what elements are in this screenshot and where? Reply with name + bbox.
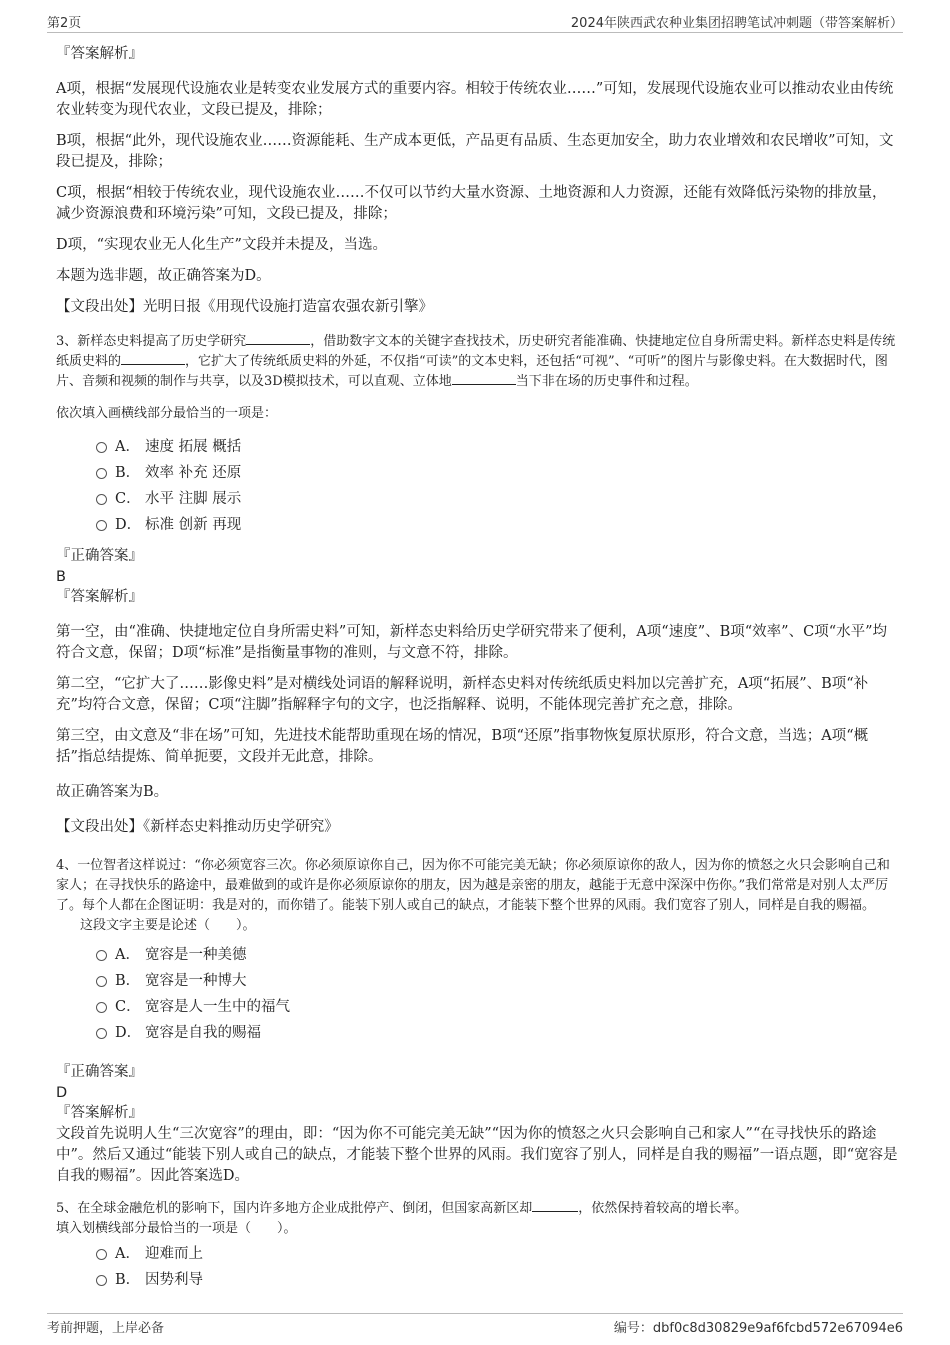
analysis-text: 文段首先说明人生“三次宽容”的理由，即：“因为你不可能完美无缺”“因为你的愤怒之火只会影响自己和家人”“在寻找快乐的路途中”。然后又通过“能装下别人或自己的缺点，才能装下整个世界的风雨。我们宽容了别人，同样是自我的赐福”一语点题，即“宽容是自我的赐福”。因此答案选D。 — [56, 1126, 898, 1184]
analysis-option-b: B项，根据“此外，现代设施农业……资源能耗、生产成本更低，产品更有品质、生态更加安全，助力农业增效和农民增收”可知，文段已提及，排除； — [56, 133, 894, 170]
option-c[interactable]: C． 水平 注脚 展示 — [96, 486, 898, 512]
correct-answer: D — [56, 1085, 68, 1101]
option-b[interactable]: B． 效率 补充 还原 — [96, 460, 898, 486]
source-citation: 【文段出处】《新样态史料推动历史学研究》 — [56, 819, 339, 835]
analysis-blank-2: 第二空，“它扩大了……影像史料”是对横线处词语的解释说明，新样态史料对传统纸质史料加以完善扩充，A项“拓展”、B项“补充”均符合文意，保留；C项“注脚”指解释字句的文字，也泛指解释、说明，不能体现完善扩充之意，排除。 — [56, 676, 869, 713]
option-a[interactable]: A． 宽容是一种美德 — [96, 942, 898, 968]
analysis-blank-1: 第一空，由“准确、快捷地定位自身所需史料”可知，新样态史料给历史学研究带来了便利，A项“速度”、B项“效率”、C项“水平”均符合文意，保留；D项“标准”是指衡量事物的准则，与文意不符，排除。 — [56, 624, 888, 661]
option-c[interactable]: C． 宽容是人一生中的福气 — [96, 994, 898, 1020]
option-a[interactable]: A． 速度 拓展 概括 — [96, 434, 898, 460]
question-4-options — [96, 942, 898, 1046]
option-a[interactable]: A． 迎难而上 — [96, 1241, 898, 1267]
analysis-option-d: D项，“实现农业无人化生产”文段并未提及，当选。 — [56, 237, 387, 253]
page-header — [47, 12, 903, 33]
footer-slogan: 考前押题，上岸必备 — [47, 1321, 165, 1336]
radio-button[interactable] — [96, 520, 107, 531]
analysis-option-a: A项，根据“发展现代设施农业是转变农业发展方式的重要内容。相较于传统农业……”可知，发展现代设施农业可以推动农业由传统农业转变为现代农业，文段已提及，排除； — [56, 81, 894, 118]
page-number: 第2页 — [47, 16, 82, 31]
document-title: 2024年陕西武农种业集团招聘笔试冲刺题（带答案解析） — [570, 16, 903, 31]
option-b[interactable]: B． 因势利导 — [96, 1267, 898, 1293]
blank-line — [532, 1199, 578, 1212]
analysis-label: 『答案解析』 — [56, 589, 143, 605]
question-5-text: 5、在全球金融危机的影响下，国内许多地方企业成批停产、倒闭，但国家高新区却 ，依然保持着较高的增长率。 — [56, 1201, 748, 1216]
document-body — [56, 44, 898, 1301]
page-footer — [47, 1313, 903, 1336]
analysis-label: 『答案解析』 — [56, 1105, 143, 1121]
option-d[interactable]: D． 宽容是自我的赐福 — [96, 1020, 898, 1046]
analysis-conclusion: 故正确答案为B。 — [56, 784, 169, 800]
question-3-options — [96, 434, 898, 538]
radio-button[interactable] — [96, 442, 107, 453]
radio-button[interactable] — [96, 976, 107, 987]
question-5-options — [96, 1241, 898, 1293]
radio-button[interactable] — [96, 1002, 107, 1013]
question-3-text: 3、新样态史料提高了历史学研究 ，借助数字文本的关键字查找技术，历史研究者能准确、快捷地定位自身所需史料。新样态史料是传统纸质史料的 ，它扩大了传统纸质史料的外延，不仅指“可读”的文本史料，还包括“可视”、“可听”的图片与影像史料。在大数据时代，图片、音频和视频的制作与共享，以及3D模拟技术，可以直观、立体地 当下非在场的历史事件和过程。 — [56, 334, 896, 389]
correct-answer: B — [56, 569, 66, 585]
question-4-prompt: 这段文字主要是论述（ ）。 — [80, 918, 256, 933]
question-4-text: 4、一位智者这样说过：“你必须宽容三次。你必须原谅你自己，因为你不可能完美无缺；你必须原谅你的敌人，因为你的愤怒之火只会影响自己和家人；在寻找快乐的路途中，最难做到的或许是你必须原谅你的朋友，因为越是亲密的朋友，越能于无意中深深中伤你。”我们常常是对别人太严厉了。每个人都在企图证明：我是对的，而你错了。能装下别人或自己的缺点，才能装下整个世界的风雨。我们宽容了别人，同样是自我的赐福。 — [56, 858, 890, 913]
radio-button[interactable] — [96, 494, 107, 505]
document-code: 编号：dbf0c8d30829e9af6fcbd572e67094e6 — [613, 1321, 903, 1336]
question-3-prompt: 依次填入画横线部分最恰当的一项是： — [56, 406, 278, 421]
radio-button[interactable] — [96, 1275, 107, 1286]
radio-button[interactable] — [96, 1249, 107, 1260]
analysis-conclusion: 本题为选非题，故正确答案为D。 — [56, 268, 271, 284]
radio-button[interactable] — [96, 950, 107, 961]
blank-line — [452, 372, 516, 385]
answer-label: 『正确答案』 — [56, 548, 143, 564]
source-citation: 【文段出处】光明日报《用现代设施打造富农强农新引擎》 — [56, 299, 433, 315]
blank-line — [121, 352, 185, 365]
radio-button[interactable] — [96, 468, 107, 479]
analysis-option-c: C项，根据“相较于传统农业，现代设施农业……不仅可以节约大量水资源、土地资源和人力资源，还能有效降低污染物的排放量，减少资源浪费和环境污染”可知，文段已提及，排除； — [56, 185, 887, 222]
option-b[interactable]: B． 宽容是一种博大 — [96, 968, 898, 994]
radio-button[interactable] — [96, 1028, 107, 1039]
blank-line — [246, 332, 310, 345]
option-d[interactable]: D． 标准 创新 再现 — [96, 512, 898, 538]
analysis-blank-3: 第三空，由文意及“非在场”可知，先进技术能帮助重现在场的情况，B项“还原”指事物恢复原状原形，符合文意，当选；A项“概括”指总结提炼、简单扼要，文段并无此意，排除。 — [56, 728, 869, 765]
analysis-label: 『答案解析』 — [56, 46, 143, 62]
question-5-prompt: 填入划横线部分最恰当的一项是（ ）。 — [56, 1221, 297, 1236]
answer-label: 『正确答案』 — [56, 1064, 143, 1080]
